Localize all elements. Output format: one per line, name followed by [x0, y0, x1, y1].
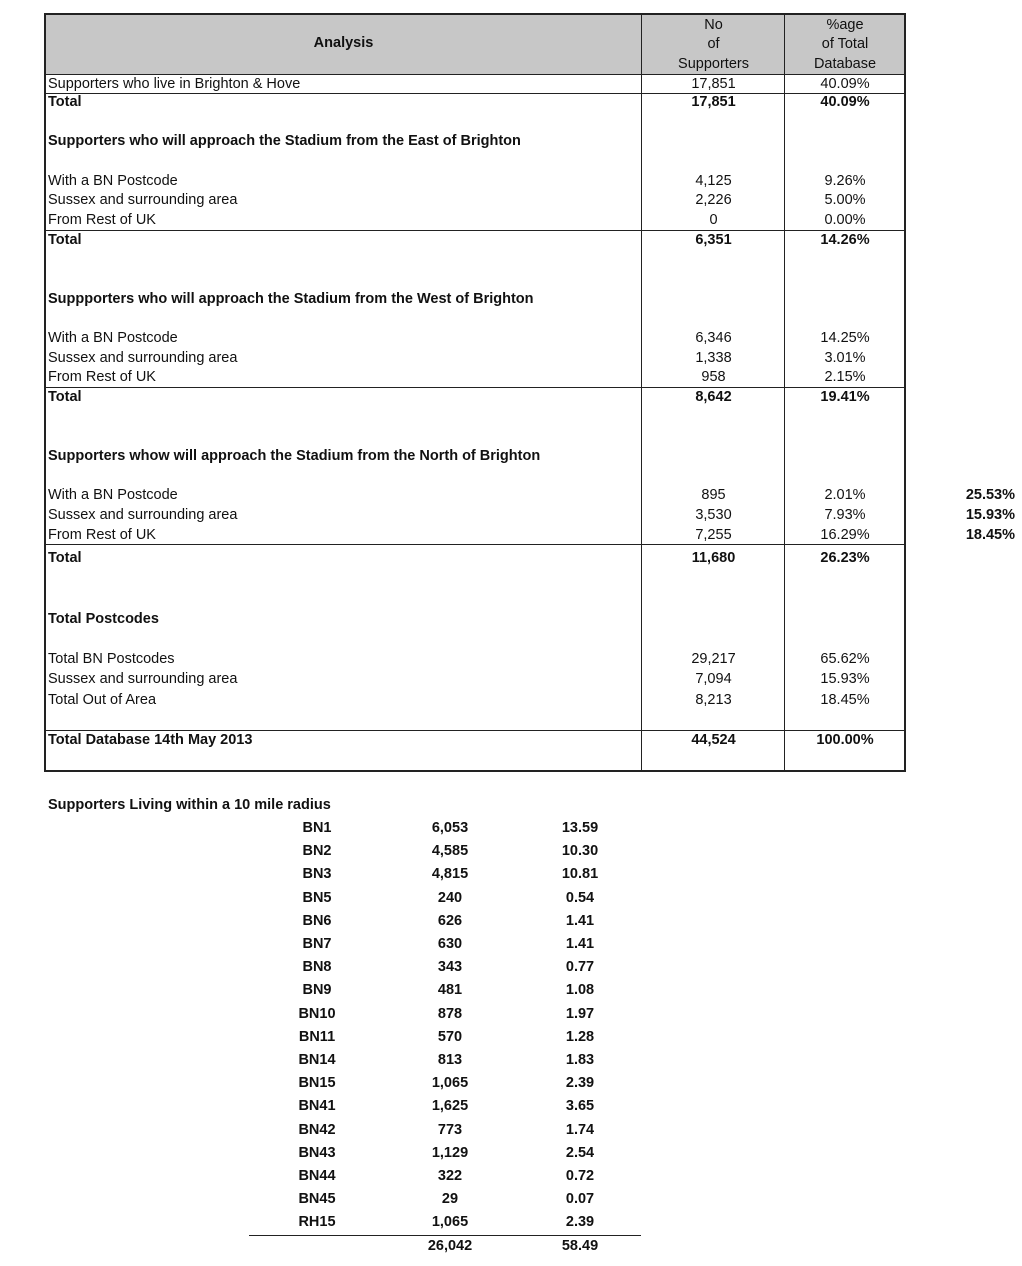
row-num: 8,213 — [695, 692, 732, 708]
postcode-count: 343 — [437, 959, 463, 975]
row-label: From Rest of UK — [48, 212, 156, 228]
postcode-count: 322 — [437, 1168, 463, 1184]
postcode-count: 1,065 — [431, 1214, 469, 1230]
postcode-percent: 0.07 — [565, 1191, 595, 1207]
row-divider — [46, 730, 904, 731]
row-num: 895 — [701, 487, 726, 503]
row-pct: 14.25% — [820, 330, 870, 346]
postcode-code: BN3 — [302, 866, 332, 882]
row-num: 1,338 — [695, 350, 732, 366]
header-col2-line3: Database — [813, 56, 877, 72]
postcode-code: BN7 — [302, 936, 332, 952]
header-col1-line1: No — [704, 17, 723, 33]
row-label: With a BN Postcode — [48, 330, 178, 346]
total-label: Total — [48, 550, 82, 566]
postcode-percent: 1.08 — [565, 982, 595, 998]
postcode-percent: 0.77 — [565, 959, 595, 975]
header-analysis: Analysis — [313, 35, 374, 51]
postcode-percent: 0.72 — [565, 1168, 595, 1184]
postcode-percent: 1.41 — [565, 913, 595, 929]
postcode-count: 29 — [441, 1191, 459, 1207]
postcode-code: BN42 — [298, 1122, 336, 1138]
postcode-code: BN11 — [298, 1029, 336, 1045]
postcode-code: BN15 — [298, 1075, 336, 1091]
postcode-count: 626 — [437, 913, 463, 929]
row-num: 6,346 — [695, 330, 732, 346]
row-num: 7,094 — [695, 671, 732, 687]
column-divider — [641, 15, 642, 770]
postcode-count: 773 — [437, 1122, 463, 1138]
row-pct: 5.00% — [824, 192, 866, 208]
column-divider — [784, 15, 785, 770]
postcode-code: BN1 — [302, 820, 332, 836]
row-pct: 2.01% — [824, 487, 866, 503]
postcode-percent: 2.39 — [565, 1075, 595, 1091]
postcode-code: BN14 — [298, 1052, 336, 1068]
row-label: With a BN Postcode — [48, 173, 178, 189]
postcode-code: BN41 — [298, 1098, 336, 1114]
header-col2-line2: of Total — [821, 36, 869, 52]
total-pct: 19.41% — [820, 389, 870, 405]
postcode-code: BN44 — [298, 1168, 336, 1184]
section-title-west: Suppporters who will approach the Stadium from the West of Brighton — [48, 291, 534, 307]
row-num: 3,530 — [695, 507, 732, 523]
row-pct: 9.26% — [824, 173, 866, 189]
postcode-percent: 10.30 — [561, 843, 599, 859]
postcode-percent: 1.97 — [565, 1006, 595, 1022]
row-pct: 15.93% — [820, 671, 870, 687]
postcode-percent: 2.54 — [565, 1145, 595, 1161]
postcode-count: 481 — [437, 982, 463, 998]
postcode-percent: 13.59 — [561, 820, 599, 836]
postcode-code: BN43 — [298, 1145, 336, 1161]
database-total-pct: 100.00% — [816, 732, 874, 748]
postcode-percent: 1.41 — [565, 936, 595, 952]
radius-total-num: 26,042 — [427, 1238, 473, 1254]
total-pct: 40.09% — [820, 94, 870, 110]
radius-total-rule — [249, 1235, 641, 1236]
side-value: 25.53% — [965, 487, 1015, 503]
total-label: Total — [48, 232, 82, 248]
header-col1-line3: Supporters — [678, 56, 749, 72]
total-pct: 14.26% — [820, 232, 870, 248]
database-total-num: 44,524 — [691, 732, 736, 748]
row-num: 17,851 — [691, 76, 736, 92]
total-num: 17,851 — [691, 94, 736, 110]
row-num: 958 — [701, 369, 726, 385]
row-label: Sussex and surrounding area — [48, 507, 238, 523]
postcode-percent: 1.83 — [565, 1052, 595, 1068]
total-label: Total — [48, 389, 82, 405]
postcode-code: BN9 — [302, 982, 332, 998]
row-divider — [46, 544, 904, 545]
row-label: Total Out of Area — [48, 692, 157, 708]
radius-title: Supporters Living within a 10 mile radius — [48, 797, 331, 813]
row-label: Total BN Postcodes — [48, 651, 175, 667]
postcode-count: 1,065 — [431, 1075, 469, 1091]
section-title-east: Supporters who will approach the Stadium from the East of Brighton — [48, 133, 521, 149]
side-value: 15.93% — [965, 507, 1015, 523]
total-num: 6,351 — [695, 232, 732, 248]
row-divider — [46, 387, 904, 388]
header-col1-line2: of — [707, 36, 720, 52]
side-value: 18.45% — [965, 527, 1015, 543]
row-num: 7,255 — [695, 527, 732, 543]
total-num: 8,642 — [695, 389, 732, 405]
row-label: Sussex and surrounding area — [48, 192, 238, 208]
postcode-percent: 0.54 — [565, 890, 595, 906]
postcode-code: BN8 — [302, 959, 332, 975]
postcode-percent: 1.28 — [565, 1029, 595, 1045]
row-label: Sussex and surrounding area — [48, 671, 238, 687]
postcode-code: BN5 — [302, 890, 332, 906]
row-num: 2,226 — [695, 192, 732, 208]
row-pct: 2.15% — [824, 369, 866, 385]
postcode-percent: 2.39 — [565, 1214, 595, 1230]
row-pct: 18.45% — [820, 692, 870, 708]
postcode-count: 813 — [437, 1052, 463, 1068]
postcode-code: RH15 — [298, 1214, 336, 1230]
row-pct: 7.93% — [824, 507, 866, 523]
row-num: 0 — [709, 212, 718, 228]
total-pct: 26.23% — [820, 550, 870, 566]
row-label: Sussex and surrounding area — [48, 350, 238, 366]
row-num: 4,125 — [695, 173, 732, 189]
postcode-percent: 10.81 — [561, 866, 599, 882]
postcode-percent: 3.65 — [565, 1098, 595, 1114]
postcode-count: 878 — [437, 1006, 463, 1022]
postcode-count: 4,815 — [431, 866, 469, 882]
postcode-code: BN45 — [298, 1191, 336, 1207]
postcode-count: 4,585 — [431, 843, 469, 859]
postcode-percent: 1.74 — [565, 1122, 595, 1138]
postcode-count: 6,053 — [431, 820, 469, 836]
row-divider — [46, 230, 904, 231]
row-label: With a BN Postcode — [48, 487, 178, 503]
postcode-code: BN10 — [298, 1006, 336, 1022]
radius-total-pct: 58.49 — [561, 1238, 599, 1254]
row-pct: 0.00% — [824, 212, 866, 228]
header-col2-line1: %age — [826, 17, 864, 33]
row-pct: 65.62% — [820, 651, 870, 667]
row-pct: 3.01% — [824, 350, 866, 366]
database-total-label: Total Database 14th May 2013 — [48, 732, 253, 748]
total-label: Total — [48, 94, 82, 110]
postcode-count: 570 — [437, 1029, 463, 1045]
row-pct: 40.09% — [820, 76, 870, 92]
postcode-code: BN2 — [302, 843, 332, 859]
section-title-postcodes: Total Postcodes — [48, 611, 159, 627]
postcode-count: 630 — [437, 936, 463, 952]
row-label: From Rest of UK — [48, 527, 156, 543]
postcode-count: 240 — [437, 890, 463, 906]
total-num: 11,680 — [691, 550, 736, 566]
row-pct: 16.29% — [820, 527, 870, 543]
row-label: From Rest of UK — [48, 369, 156, 385]
postcode-count: 1,129 — [431, 1145, 469, 1161]
row-num: 29,217 — [691, 651, 736, 667]
postcode-code: BN6 — [302, 913, 332, 929]
row-divider — [46, 74, 904, 75]
postcode-count: 1,625 — [431, 1098, 469, 1114]
section-title-north: Supporters whow will approach the Stadium from the North of Brighton — [48, 448, 541, 464]
row-label: Supporters who live in Brighton & Hove — [48, 76, 301, 92]
